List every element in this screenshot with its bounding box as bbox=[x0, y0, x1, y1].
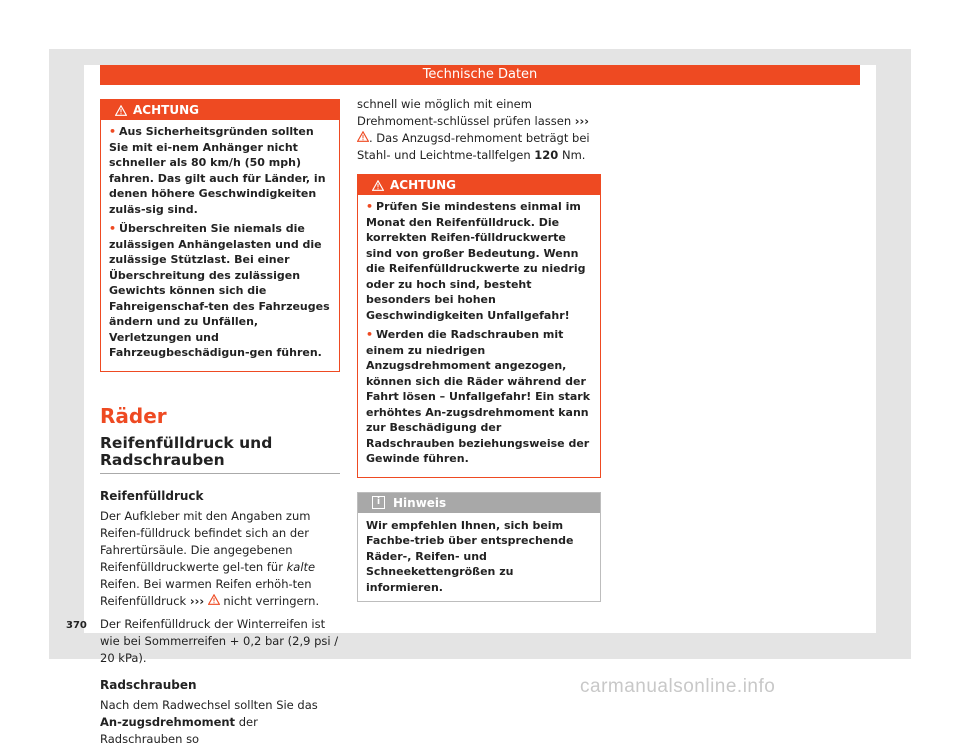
heading-wheel-bolts: Radschrauben bbox=[100, 677, 197, 692]
warning-label: ACHTUNG bbox=[133, 103, 199, 117]
warning-item: • Aus Sicherheitsgründen sollten Sie mit ei-nem Anhänger nicht schneller als 80 km/h (50 mph) fahren. Das gilt auch für Länder, in denen höhere Geschwindigkeiten zuläs-sig sind. bbox=[109, 125, 326, 216]
paragraph-torque: schnell wie möglich mit einem Drehmoment-schlüssel prüfen lassen ››› . Das Anzugsd-rehmoment beträgt bei Stahl- und Leichtme-tallfelgen 120 Nm. bbox=[357, 97, 590, 162]
paragraph-winter-tires: Der Reifenfülldruck der Winterreifen ist wie bei Sommerreifen + 0,2 bar (2,9 psi / 20 kPa). bbox=[100, 616, 339, 665]
warning-triangle-icon bbox=[115, 105, 127, 116]
warning-header bbox=[358, 175, 600, 195]
paragraph-wheel-bolts: Nach dem Radwechsel sollten Sie das An-zugsdrehmoment der Radschrauben so bbox=[100, 697, 318, 746]
section-title: Räder bbox=[100, 403, 167, 428]
heading-tire-pressure: Reifenfülldruck bbox=[100, 488, 204, 503]
warning-triangle-icon bbox=[372, 180, 384, 191]
warning-item: • Prüfen Sie mindestens einmal im Monat den Reifenfülldruck. Die korrekten Reifen-fülldruckwerte sind von großer Bedeutung. Wenn die Reifenfülldruckwerte zu niedrig oder zu hoch sind, besteht besonders bei hohen Geschwindigkeiten Unfallgefahr! bbox=[366, 200, 586, 322]
chapter-header: Technische Daten bbox=[100, 65, 860, 85]
warning-header bbox=[101, 100, 339, 120]
watermark: carmanualsonline.info bbox=[580, 676, 776, 697]
note-text: Wir empfehlen Ihnen, sich beim Fachbe-trieb über entsprechende Räder-, Reifen- und Schneekettengrößen zu informieren. bbox=[366, 518, 574, 594]
page-number: 370 bbox=[66, 620, 87, 631]
warning-item: • Überschreiten Sie niemals die zulässigen Anhängelasten und die zulässige Stützlast. Bei einer Überschreitung des zulässigen Gewichts können sich die Fahreigenschaf-ten des Fahrzeuges ändern und zu Unfällen, Verletzungen und Fahrzeugbeschädigun-gen führen. bbox=[109, 222, 330, 359]
warning-box bbox=[357, 174, 601, 478]
left-column bbox=[100, 99, 340, 748]
warning-label: ACHTUNG bbox=[390, 178, 456, 192]
middle-column bbox=[357, 96, 601, 602]
note-label: Hinweis bbox=[393, 495, 447, 510]
note-box bbox=[357, 492, 601, 603]
info-icon: i bbox=[372, 496, 385, 509]
warning-triangle-icon[interactable] bbox=[208, 594, 220, 605]
warning-box bbox=[100, 99, 340, 372]
note-header bbox=[358, 493, 600, 513]
warning-triangle-icon[interactable] bbox=[357, 131, 369, 142]
warning-item: • Werden die Radschrauben mit einem zu niedrigen Anzugsdrehmoment angezogen, können sich die Räder während der Fahrt lösen – Unfallgefahr! Ein stark erhöhtes An-zugsdrehmoment kann zur Beschädigung der Radschrauben beziehungsweise der Gewinde führen. bbox=[366, 328, 591, 465]
subsection-title: Reifenfülldruck und Radschrauben bbox=[100, 435, 340, 474]
paragraph-tire-pressure: Der Aufkleber mit den Angaben zum Reifen-fülldruck befindet sich an der Fahrertürsäule. Die angegebenen Reifenfülldruckwerte gel-ten für kalte Reifen. Bei warmen Reifen erhöh-ten Reifenfülldruck ››› nicht verringern. bbox=[100, 508, 320, 608]
